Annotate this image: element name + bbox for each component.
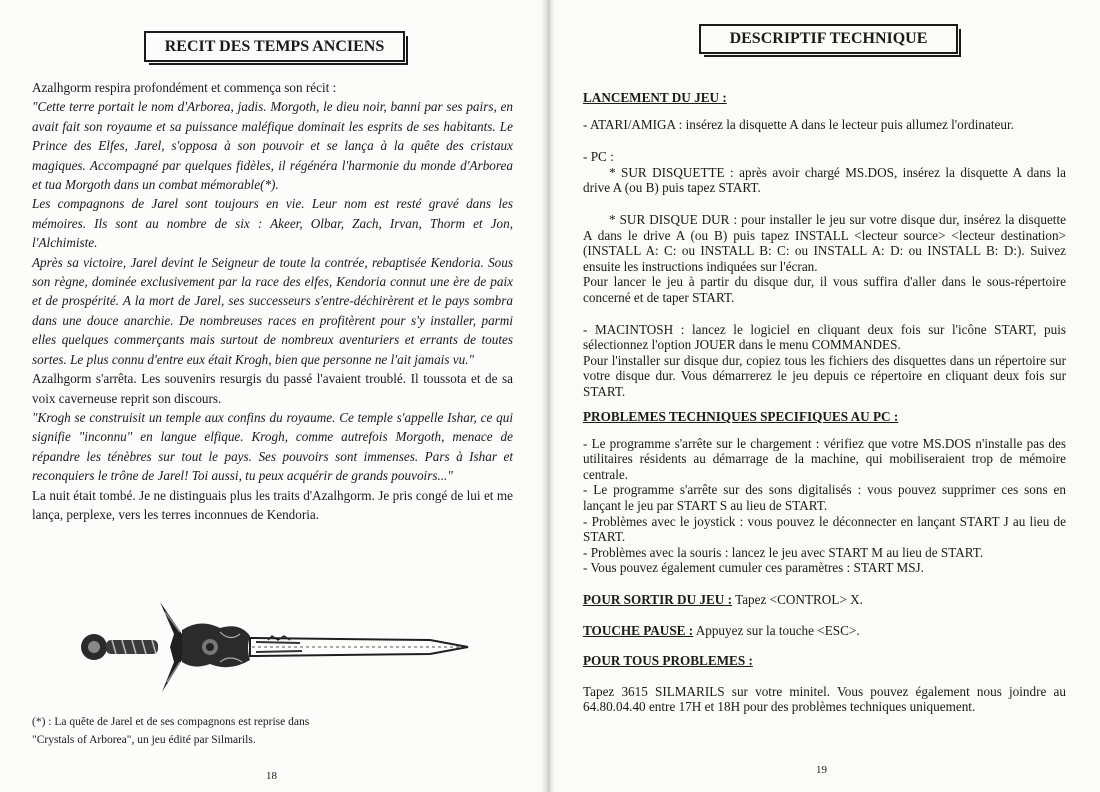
problem-item: - Vous pouvez également cumuler ces paramètres : START MSJ. xyxy=(583,560,924,576)
story-text xyxy=(32,78,513,524)
support-heading: POUR TOUS PROBLEMES : xyxy=(583,653,753,668)
quit-text: Tapez <CONTROL> X. xyxy=(732,592,863,607)
story-paragraph: "Cette terre portait le nom d'Arborea, jadis. Morgoth, le dieu noir, banni par ses pairs, en avait fait son royaume et sa puissance maléfique dominait les esprits de ses habitants. Le Prince des Elfes, Jarel, s'opposa à son pouvoir et se lança à la quête des cristaux magiques. Accompagné par quelques fidèles, il régénéra l'harmonie du monde d'Arborea et tua Morgoth dans un combat mémorable(*). xyxy=(32,99,513,193)
problem-item: - Problèmes avec le joystick : vous pouvez le déconnecter en lançant START J au lieu de START. xyxy=(583,513,1066,545)
book-gutter xyxy=(541,0,555,792)
right-page xyxy=(548,0,1100,792)
pause-text: Appuyez sur la touche <ESC>. xyxy=(693,623,860,638)
quit-heading: POUR SORTIR DU JEU : xyxy=(583,592,733,607)
footnote xyxy=(32,713,452,749)
floppy-instructions: * SUR DISQUETTE : après avoir chargé MS.DOS, insérez la disquette A dans la drive A (ou B) puis tapez START. xyxy=(583,164,1066,196)
story-paragraph: Azalhgorm respira profondément et commença son récit : xyxy=(32,80,337,95)
story-paragraph: La nuit était tombé. Je ne distinguais plus les traits d'Azalhgorm. Je pris congé de lui et me lança, perplexe, vers les terres inconnues de Kendoria. xyxy=(32,487,513,522)
problem-item: - Problèmes avec la souris : lancez le jeu avec START M au lieu de START. xyxy=(583,544,984,560)
atari-amiga-text: - ATARI/AMIGA : insérez la disquette A dans le lecteur puis allumez l'ordinateur. xyxy=(583,116,1014,132)
sword-illustration xyxy=(70,592,470,698)
quit-section xyxy=(583,592,1066,608)
pc-problems-section xyxy=(583,409,1066,576)
story-paragraph: "Krogh se construisit un temple aux confins du royaume. Ce temple s'appelle Ishar, ce qui signifie "inconnu" en langue elfique. Krogh, comme autrefois Morgoth, menace de répandre les ténèbres sur tout le pays. Ses pouvoirs sont immenses. Pars à Ishar et reconquiers le trône de Jarel! Toi aussi, tu peux acquérir de grands pouvoirs..." xyxy=(32,409,513,484)
right-page-title: DESCRIPTIF TECHNIQUE xyxy=(699,24,958,54)
page-number: 18 xyxy=(266,770,277,782)
hard-disk-instructions: * SUR DISQUE DUR : pour installer le jeu sur votre disque dur, insérez la disquette A dans le drive A (ou B) puis tapez INSTALL <lecteur source> <lecteur destination> (INSTALL A: C: ou INSTALL B: C: ou INSTALL A: D: ou INSTALL B: D:). Suivez ensuite les instructions indiquées sur l'écran. xyxy=(583,211,1066,274)
pc-label: - PC : xyxy=(583,149,614,165)
support-text: Tapez 3615 SILMARILS sur votre minitel. Vous pouvez également nous joindre au 64.80.04.40 entre 17H et 18H pour des problèmes techniques uniquement. xyxy=(583,683,1066,715)
problem-item: - Le programme s'arrête sur le chargement : vérifiez que votre MS.DOS n'installe pas des utilitaires résidents au démarrage de la machine, qui mobiliseraient trop de mémoire centrale. xyxy=(583,435,1066,482)
footnote-line: "Crystals of Arborea", un jeu édité par Silmarils. xyxy=(32,734,256,746)
launch-heading: LANCEMENT DU JEU : xyxy=(583,90,727,105)
left-page xyxy=(0,0,548,792)
macintosh-install: Pour l'installer sur disque dur, copiez tous les fichiers des disquettes dans un répertoire sur votre disque dur. Vous démarrerez le jeu depuis ce répertoire en cliquant deux fois sur START. xyxy=(583,352,1066,399)
story-paragraph: Les compagnons de Jarel sont toujours en vie. Leur nom est resté gravé dans les mémoires. Ils sont au nombre de six : Akeer, Olbar, Zach, Irvan, Thorm et Jon, l'Alchimiste. xyxy=(32,196,513,251)
hard-disk-launch: Pour lancer le jeu à partir du disque dur, il vous suffira d'aller dans le sous-répertoire concerné et de taper START. xyxy=(583,274,1066,305)
macintosh-instructions: - MACINTOSH : lancez le logiciel en cliquant deux fois sur l'icône START, puis sélectionnez l'option JOUER dans le menu COMMANDES. xyxy=(583,321,1066,353)
support-section xyxy=(583,653,1066,715)
story-paragraph: Azalhgorm s'arrêta. Les souvenirs resurgis du passé l'avaient troublé. Il toussota et de sa voix caverneuse reprit son discours. xyxy=(32,371,513,406)
story-paragraph: Après sa victoire, Jarel devint le Seigneur de toute la contrée, rebaptisée Kendoria. Sous son règne, dominée exclusivement par la race des elfes, Kendoria connut une ère de paix et de prospérité. A la mort de Jarel, ses successeurs s'entre-déchirèrent et le pays sombra dans une douce anarchie. De nombreuses races en profitèrent pour s'y installer, parmi elles quelques commerçants mais surtout de nombreux aventuriers et errants de toutes sortes. Le plus connu d'entre eux était Krogh, bien que personne ne l'ait jamais vu." xyxy=(32,254,513,367)
pc-problems-heading: PROBLEMES TECHNIQUES SPECIFIQUES AU PC : xyxy=(583,409,899,424)
launch-section xyxy=(583,90,1066,400)
problem-item: - Le programme s'arrête sur des sons digitalisés : vous pouvez supprimer ces sons en lançant le jeu par START S au lieu de START. xyxy=(583,482,1066,513)
footnote-line: (*) : La quête de Jarel et de ses compagnons est reprise dans xyxy=(32,716,310,728)
pause-heading: TOUCHE PAUSE : xyxy=(583,623,694,638)
pause-section xyxy=(583,623,1066,639)
left-page-title: RECIT DES TEMPS ANCIENS xyxy=(144,31,405,62)
page-number: 19 xyxy=(816,764,827,776)
